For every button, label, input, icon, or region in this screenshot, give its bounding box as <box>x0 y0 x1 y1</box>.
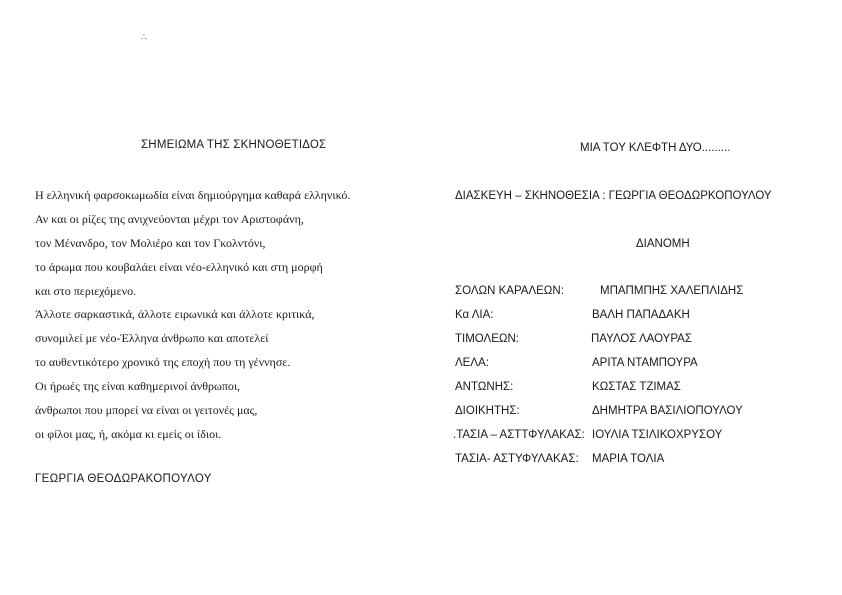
note-line: τον Μένανδρο, τον Μολιέρο και τον Γκολντόνι, <box>35 235 266 250</box>
note-body <box>35 187 350 450</box>
note-line: Άλλοτε σαρκαστικά, άλλοτε ειρωνικά και άλλοτε κριτικά, <box>35 307 315 322</box>
cast-row <box>455 309 815 333</box>
cast-role: .ΤΑΣΙΑ – ΑΣΤΤΦΥΛΑΚΑΣ: <box>453 429 585 441</box>
cast-actor: ΙΟΥΛΙΑ ΤΣΙΛΙΚΟΧΡΥΣΟΥ <box>592 429 723 441</box>
play-title: ΜΙΑ ΤΟΥ ΚΛΕΦΤΗ ΔΥΟ......... <box>580 142 731 154</box>
scan-mark: ∴ <box>141 32 147 42</box>
cast-actor: ΚΩΣΤΑΣ ΤΖΙΜΑΣ <box>592 381 681 393</box>
cast-actor: ΒΑΛΗ ΠΑΠΑΔΑΚΗ <box>592 309 690 321</box>
cast-role: ΤΙΜΟΛΕΩΝ: <box>455 333 519 345</box>
note-line: άνθρωποι που μπορεί να είναι οι γειτονές μας, <box>35 403 258 418</box>
cast-list <box>455 285 815 477</box>
note-line: Αν και οι ρίζες της ανιχνεύονται μέχρι τον Αριστοφάνη, <box>35 211 304 226</box>
adaptation-credit: ΔΙΑΣΚΕΥΗ – ΣΚΗΝΟΘΕΣΙΑ : ΓΕΩΡΓΙΑ ΘΕΟΔΩΡΚΟΠΟΥΛΟΥ <box>455 190 772 202</box>
cast-row <box>455 381 815 405</box>
cast-actor: ΜΠΑΠΜΠΗΣ ΧΑΛΕΠΛΙΔΗΣ <box>600 285 744 297</box>
note-signature: ΓΕΩΡΓΙΑ ΘΕΟΔΩΡΑΚΟΠΟΥΛΟΥ <box>35 473 212 485</box>
note-line: Η ελληνική φαρσοκωμωδία είναι δημιούργημα καθαρά ελληνικό. <box>35 188 351 202</box>
cast-row <box>455 405 815 429</box>
cast-actor: ΔΗΜΗΤΡΑ ΒΑΣΙΛΙΟΠΟΥΛΟΥ <box>592 405 743 417</box>
cast-row <box>455 429 815 453</box>
cast-role: ΤΑΣΙΑ- ΑΣΤΥΦΥΛΑΚΑΣ: <box>455 453 579 465</box>
note-line: και στο περιεχόμενο. <box>35 283 137 298</box>
cast-row <box>455 357 815 381</box>
cast-actor: ΑΡΙΤΑ ΝΤΑΜΠΟΥΡΑ <box>592 357 698 369</box>
cast-role: ΔΙΟΙΚΗΤΗΣ: <box>455 405 520 417</box>
cast-role: Κα ΛΙΑ: <box>455 309 494 321</box>
note-line: οι φίλοι μας, ή, ακόμα κι εμείς οι ίδιοι. <box>35 426 222 441</box>
cast-role: ΛΕΛΑ: <box>455 357 489 369</box>
cast-actor: ΜΑΡΙΑ ΤΟΛΙΑ <box>592 453 665 465</box>
cast-row <box>455 333 815 357</box>
note-title: ΣΗΜΕΙΩΜΑ ΤΗΣ ΣΚΗΝΟΘΕΤΙΔΟΣ <box>141 139 327 151</box>
note-line: το αυθεντικότερο χρονικό της εποχή που τη γέννησε. <box>35 355 291 370</box>
cast-heading: ΔΙΑΝΟΜΗ <box>636 238 690 250</box>
note-line: συνομιλεί με νέο-Έλληνα άνθρωπο και αποτελεί <box>35 331 269 346</box>
cast-role: ΣΟΛΩΝ ΚΑΡΑΛΕΩΝ: <box>455 285 564 297</box>
note-line: το άρωμα που κουβαλάει είναι νέο-ελληνικό και στη μορφή <box>35 259 323 274</box>
cast-actor: ΠΑΥΛΟΣ ΛΑΟΥΡΑΣ <box>591 333 692 345</box>
cast-row <box>455 453 815 477</box>
note-line: Οι ήρωές της είναι καθημερινοί άνθρωποι, <box>35 379 241 394</box>
cast-row <box>455 285 815 309</box>
cast-role: ΑΝΤΩΝΗΣ: <box>455 381 514 393</box>
